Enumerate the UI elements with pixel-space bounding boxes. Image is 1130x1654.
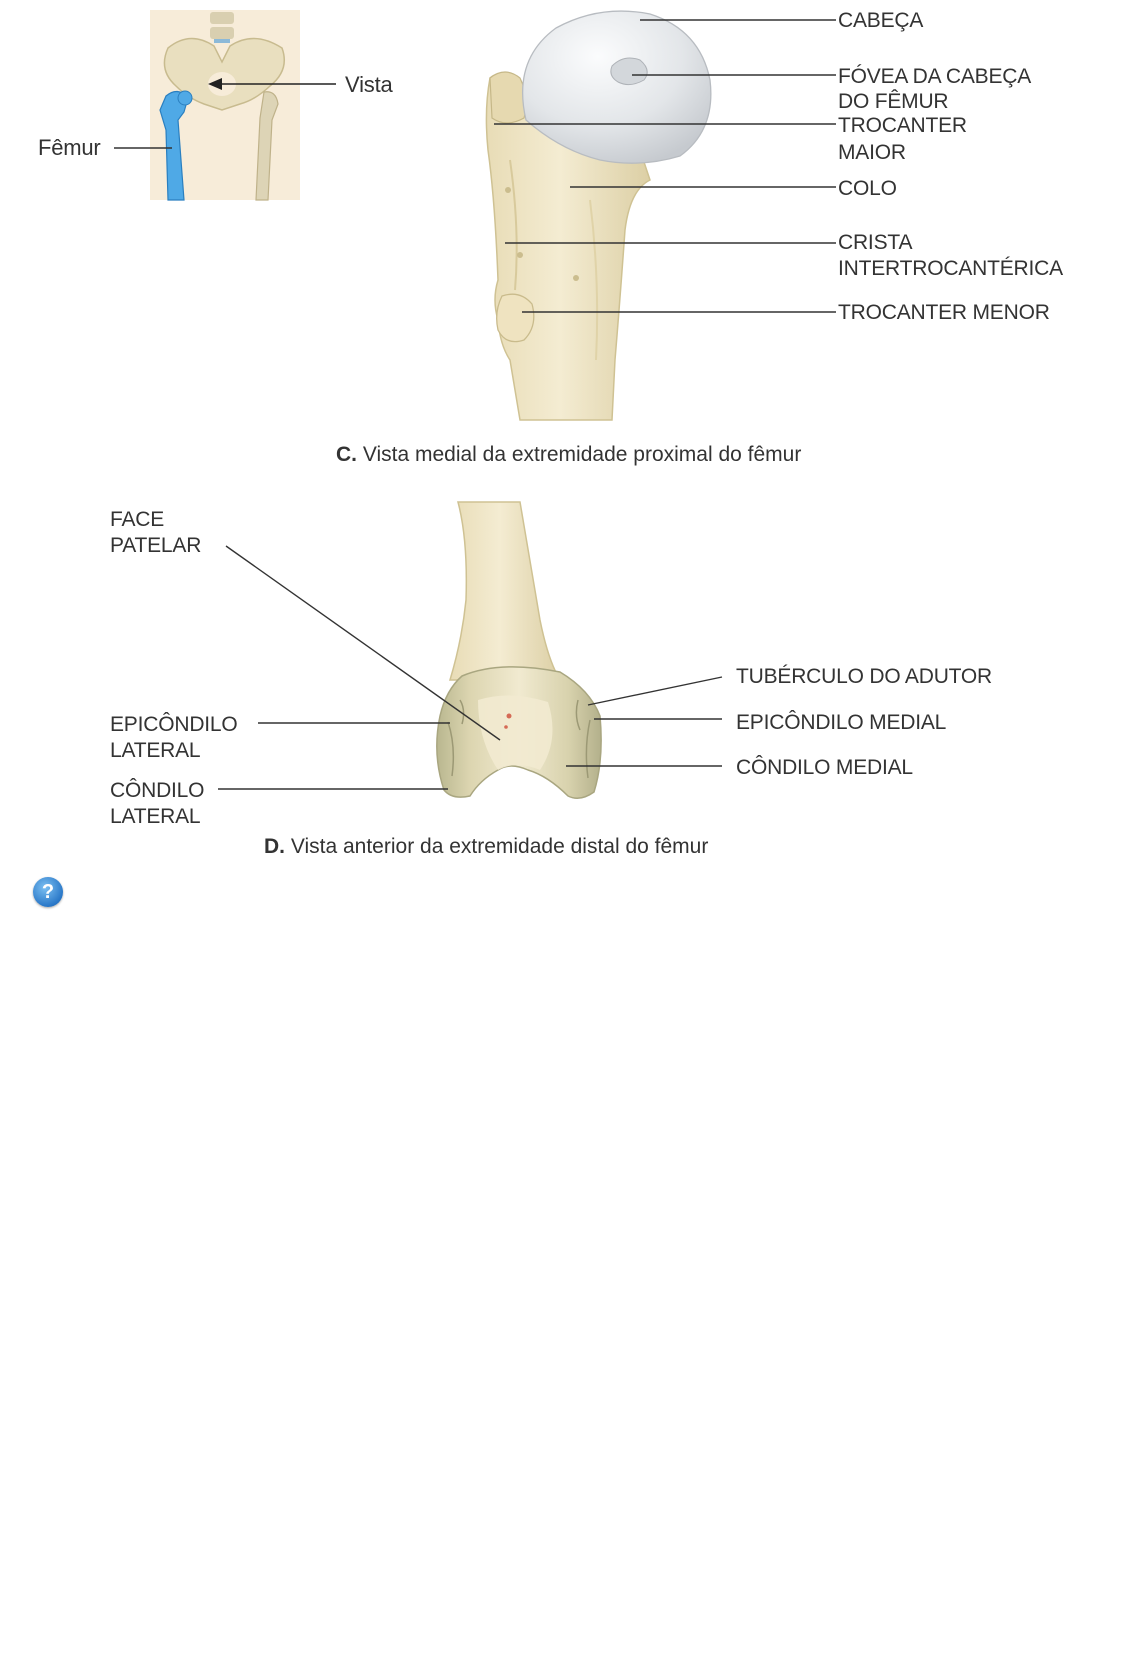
- caption-d-letter: D.: [264, 835, 285, 858]
- label-trocanter-maior-line1: TROCANTER: [838, 114, 967, 137]
- label-face-patelar-line2: PATELAR: [110, 534, 202, 557]
- caption-d-text: Vista anterior da extremidade distal do fêmur: [290, 835, 709, 858]
- greater-trochanter-shape: [490, 72, 526, 123]
- caption-c-text: Vista medial da extremidade proximal do fêmur: [362, 443, 802, 466]
- caption-c-letter: C.: [336, 443, 357, 466]
- label-fovea-line1: FÓVEA DA CABEÇA: [838, 65, 1032, 88]
- label-epicondilo-medial: EPICÔNDILO MEDIAL: [736, 711, 947, 734]
- label-epicondilo-lateral-line2: LATERAL: [110, 739, 201, 762]
- distal-femur-illustration: [218, 502, 722, 798]
- label-epicondilo-lateral-line1: EPICÔNDILO: [110, 713, 238, 736]
- proximal-femur-illustration: [486, 11, 836, 420]
- inset-pelvis-illustration: [114, 10, 336, 200]
- label-condilo-lateral-line2: LATERAL: [110, 805, 201, 828]
- leader-tuberculo-adutor: [588, 677, 722, 705]
- label-crista-line1: CRISTA: [838, 231, 913, 254]
- label-trocanter-menor: TROCANTER MENOR: [838, 301, 1050, 324]
- label-tuberculo-adutor: TUBÉRCULO DO ADUTOR: [736, 665, 993, 688]
- femur-label: Fêmur: [38, 135, 101, 160]
- label-colo: COLO: [838, 177, 897, 200]
- vista-label: Vista: [345, 72, 393, 97]
- inset-vertebra: [210, 27, 234, 39]
- label-face-patelar-line1: FACE: [110, 508, 165, 531]
- inset-disc: [214, 39, 230, 43]
- label-condilo-lateral-line1: CÔNDILO: [110, 779, 205, 802]
- distal-shaft: [450, 502, 560, 680]
- label-trocanter-maior-line2: MAIOR: [838, 141, 906, 164]
- help-icon[interactable]: ?: [33, 877, 63, 907]
- lesser-trochanter-shape: [497, 294, 534, 341]
- label-fovea-line2: DO FÊMUR: [838, 90, 949, 113]
- fovea-shape: [611, 58, 647, 85]
- label-condilo-medial: CÔNDILO MEDIAL: [736, 756, 913, 779]
- caption-c: [336, 442, 801, 468]
- inset-vertebra: [210, 12, 234, 24]
- caption-d: [264, 834, 708, 860]
- label-crista-line2: INTERTROCANTÉRICA: [838, 257, 1063, 280]
- label-cabeca: CABEÇA: [838, 9, 924, 32]
